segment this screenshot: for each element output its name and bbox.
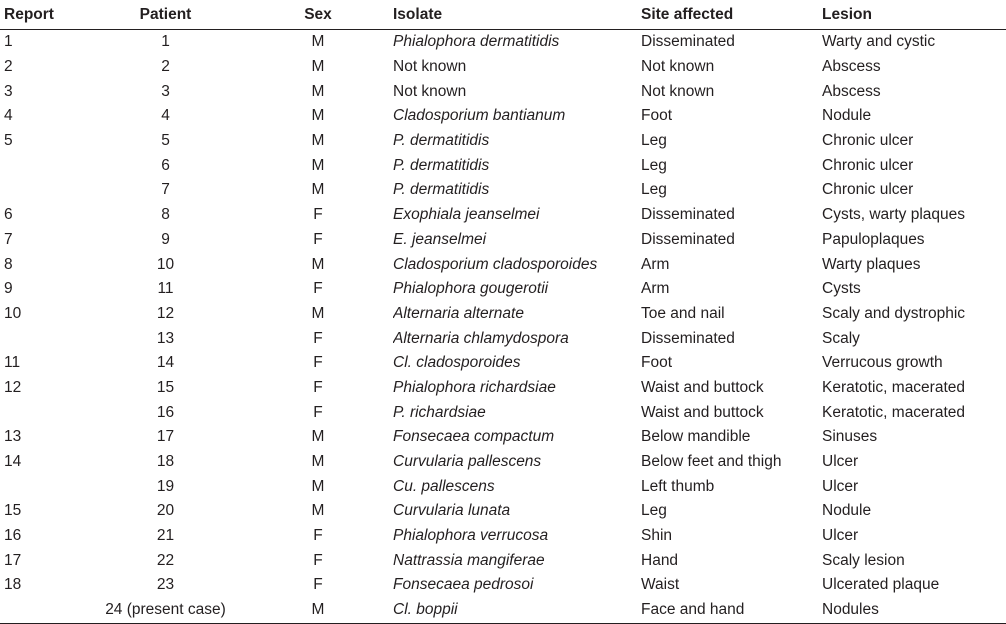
cell-site-affected: Leg	[641, 502, 667, 520]
cell-report	[0, 178, 88, 203]
cell-isolate: P. dermatitidis	[393, 156, 490, 174]
cell-report: 11	[4, 354, 21, 372]
cell-site-affected: Not known	[641, 58, 715, 76]
cell-lesion: Chronic ulcer	[822, 132, 914, 150]
cell-lesion: Ulcer	[822, 527, 859, 545]
cell-sex: F	[313, 527, 323, 545]
cell-patient: 11	[157, 280, 174, 298]
cell-report: 2	[4, 58, 13, 76]
cell-sex: F	[313, 329, 323, 347]
table-row	[0, 277, 1006, 302]
cell-site-affected: Shin	[641, 527, 673, 545]
cell-patient: 2	[161, 58, 170, 76]
cell-patient: 9	[161, 230, 170, 248]
cell-site-affected: Disseminated	[641, 33, 735, 51]
table-row	[0, 79, 1006, 104]
cell-sex: M	[311, 477, 325, 495]
table-row	[0, 153, 1006, 178]
cell-sex: F	[313, 576, 323, 594]
cell-report: 5	[4, 132, 13, 150]
cell-lesion: Ulcerated plaque	[822, 576, 940, 594]
cell-lesion: Scaly and dystrophic	[822, 304, 966, 322]
cell-site-affected: Face and hand	[641, 598, 822, 623]
cell-sex: F	[313, 354, 323, 372]
cell-report: 17	[4, 551, 22, 569]
cell-report: 7	[4, 230, 13, 248]
cell-lesion: Nodule	[822, 502, 872, 520]
table-row	[0, 351, 1006, 376]
cell-sex: F	[313, 280, 323, 298]
cell-site-affected: Toe and nail	[641, 304, 725, 322]
cell-report	[0, 598, 88, 623]
cell-site-affected: Disseminated	[641, 206, 735, 224]
cell-lesion: Chronic ulcer	[822, 156, 914, 174]
cell-lesion: Sinuses	[822, 428, 878, 446]
table-row	[0, 400, 1006, 425]
table-row	[0, 203, 1006, 228]
table-row	[0, 228, 1006, 253]
table-row	[0, 450, 1006, 475]
cell-isolate: Curvularia lunata	[393, 502, 511, 520]
table-row	[0, 474, 1006, 499]
cell-lesion: Chronic ulcer	[822, 181, 914, 199]
cell-lesion: Abscess	[822, 58, 881, 76]
table-row	[0, 129, 1006, 154]
cell-report: 9	[4, 280, 13, 298]
cell-isolate: Alternaria alternate	[393, 304, 524, 322]
cell-sex: M	[311, 181, 325, 199]
cell-isolate: Cl. boppii	[393, 598, 641, 623]
table-row	[0, 376, 1006, 401]
header-report: Report	[0, 0, 88, 30]
table-row	[0, 178, 1006, 203]
cell-sex: F	[313, 230, 323, 248]
cell-lesion: Keratotic, macerated	[822, 403, 966, 421]
cell-report: 16	[4, 527, 22, 545]
table-row	[0, 104, 1006, 129]
cell-lesion: Scaly lesion	[822, 551, 905, 569]
table-body	[0, 30, 1006, 624]
cell-sex: F	[313, 551, 323, 569]
cell-sex: M	[311, 453, 325, 471]
table-row	[0, 598, 1006, 623]
cell-report: 18	[4, 576, 22, 594]
cell-patient: 18	[156, 453, 175, 471]
header-site-affected: Site affected	[641, 0, 822, 30]
cell-site-affected: Leg	[641, 132, 667, 150]
table-row	[0, 573, 1006, 598]
cell-sex: M	[311, 156, 325, 174]
cell-isolate: Curvularia pallescens	[393, 453, 542, 471]
cell-isolate: Phialophora richardsiae	[393, 378, 556, 396]
cell-patient: 14	[156, 354, 175, 372]
cell-site-affected: Waist and buttock	[641, 378, 764, 396]
cell-sex: M	[311, 428, 325, 446]
table-row	[0, 499, 1006, 524]
cell-lesion: Cysts, warty plaques	[822, 206, 965, 224]
cell-lesion: Abscess	[822, 82, 881, 100]
cell-isolate: E. jeanselmei	[393, 230, 487, 248]
cell-report: 3	[4, 82, 13, 100]
cell-report: 15	[4, 502, 22, 520]
cell-site-affected: Foot	[641, 107, 673, 125]
cell-patient: 1	[161, 33, 170, 51]
cell-lesion: Cysts	[822, 280, 861, 298]
cell-sex: F	[313, 403, 323, 421]
cell-site-affected: Leg	[641, 156, 667, 174]
cell-patient: 22	[156, 551, 175, 569]
cell-patient: 10	[156, 255, 175, 273]
cell-isolate: Cu. pallescens	[393, 477, 495, 495]
cell-site-affected: Not known	[641, 82, 715, 100]
header-sex: Sex	[243, 0, 393, 30]
cell-sex: M	[311, 304, 325, 322]
cell-isolate: Fonsecaea compactum	[393, 428, 555, 446]
cell-site-affected: Left thumb	[641, 477, 715, 495]
cell-isolate: P. dermatitidis	[393, 181, 490, 199]
table-row	[0, 425, 1006, 450]
cell-isolate: Exophiala jeanselmei	[393, 206, 540, 224]
cell-patient: 7	[161, 181, 170, 199]
cell-lesion: Ulcer	[822, 477, 859, 495]
cell-report: 8	[4, 255, 13, 273]
header-patient: Patient	[88, 0, 243, 30]
cell-report: 1	[4, 33, 13, 51]
cell-patient: 17	[156, 428, 175, 446]
cell-site-affected: Disseminated	[641, 230, 735, 248]
cell-sex: M	[311, 502, 325, 520]
cell-isolate: Phialophora verrucosa	[393, 527, 549, 545]
header-row	[0, 0, 1006, 30]
cell-patient: 15	[156, 378, 175, 396]
cell-patient: 13	[156, 329, 175, 347]
cell-report: 10	[4, 304, 22, 322]
table-row	[0, 548, 1006, 573]
cell-isolate: Alternaria chlamydospora	[393, 329, 569, 347]
cell-isolate: Not known	[393, 82, 467, 100]
cell-report: 14	[4, 453, 22, 471]
cell-patient: 6	[161, 156, 170, 174]
cell-lesion: Papuloplaques	[822, 230, 925, 248]
header-isolate: Isolate	[393, 0, 641, 30]
cell-isolate: P. dermatitidis	[393, 132, 490, 150]
cell-lesion: Keratotic, macerated	[822, 378, 966, 396]
cell-site-affected: Disseminated	[641, 329, 735, 347]
cell-patient: 23	[156, 576, 175, 594]
cell-site-affected: Waist	[641, 576, 680, 594]
cell-patient: 16	[156, 403, 175, 421]
cell-site-affected: Waist and buttock	[641, 403, 764, 421]
cell-isolate: Fonsecaea pedrosoi	[393, 576, 534, 594]
cell-isolate: Cladosporium cladosporoides	[393, 255, 598, 273]
cell-lesion: Verrucous growth	[822, 354, 943, 372]
table-row	[0, 30, 1006, 55]
cell-isolate: Phialophora gougerotii	[393, 280, 549, 298]
cell-patient: 12	[156, 304, 175, 322]
cell-report	[0, 400, 88, 425]
header-lesion: Lesion	[822, 0, 1006, 30]
cell-lesion: Scaly	[822, 329, 860, 347]
cell-report	[0, 474, 88, 499]
cell-isolate: P. richardsiae	[393, 403, 486, 421]
cell-report	[0, 326, 88, 351]
cell-sex: M	[311, 58, 325, 76]
cell-sex: M	[311, 132, 325, 150]
cell-site-affected: Below mandible	[641, 428, 751, 446]
cell-site-affected: Arm	[641, 255, 670, 273]
cell-patient: 20	[156, 502, 175, 520]
cell-report	[0, 153, 88, 178]
cell-isolate: Cl. cladosporoides	[393, 354, 521, 372]
cell-patient: 19	[156, 477, 175, 495]
cell-sex: M	[311, 82, 325, 100]
cell-isolate: Not known	[393, 58, 467, 76]
table-header	[0, 0, 1006, 30]
cell-sex: M	[311, 107, 325, 125]
cell-site-affected: Below feet and thigh	[641, 453, 782, 471]
table-row	[0, 302, 1006, 327]
cell-sex: M	[311, 255, 325, 273]
cell-patient: 21	[156, 527, 175, 545]
cell-isolate: Nattrassia mangiferae	[393, 551, 545, 569]
cell-lesion: Ulcer	[822, 453, 859, 471]
table-row	[0, 524, 1006, 549]
cell-patient: 4	[161, 107, 170, 125]
cell-lesion: Nodules	[822, 598, 1006, 623]
cell-site-affected: Foot	[641, 354, 673, 372]
cell-patient: 5	[161, 132, 170, 150]
table-row	[0, 326, 1006, 351]
cell-site-affected: Arm	[641, 280, 670, 298]
cell-isolate: Phialophora dermatitidis	[393, 33, 560, 51]
cell-report: 12	[4, 378, 22, 396]
cell-site-affected: Leg	[641, 181, 667, 199]
cell-sex: M	[311, 33, 325, 51]
cell-lesion: Nodule	[822, 107, 872, 125]
cell-lesion: Warty plaques	[822, 255, 921, 273]
cell-patient: 8	[161, 206, 170, 224]
table-row	[0, 252, 1006, 277]
cell-sex: F	[313, 206, 323, 224]
cell-report: 6	[4, 206, 13, 224]
cell-report: 4	[4, 107, 13, 125]
cell-patient: 24 (present case)	[88, 598, 243, 623]
cell-sex: F	[313, 378, 323, 396]
cell-isolate: Cladosporium bantianum	[393, 107, 566, 125]
cell-report: 13	[4, 428, 22, 446]
table-row	[0, 55, 1006, 80]
cell-patient: 3	[161, 82, 170, 100]
cell-sex: M	[243, 598, 393, 623]
cell-site-affected: Hand	[641, 551, 679, 569]
cell-lesion: Warty and cystic	[822, 33, 936, 51]
